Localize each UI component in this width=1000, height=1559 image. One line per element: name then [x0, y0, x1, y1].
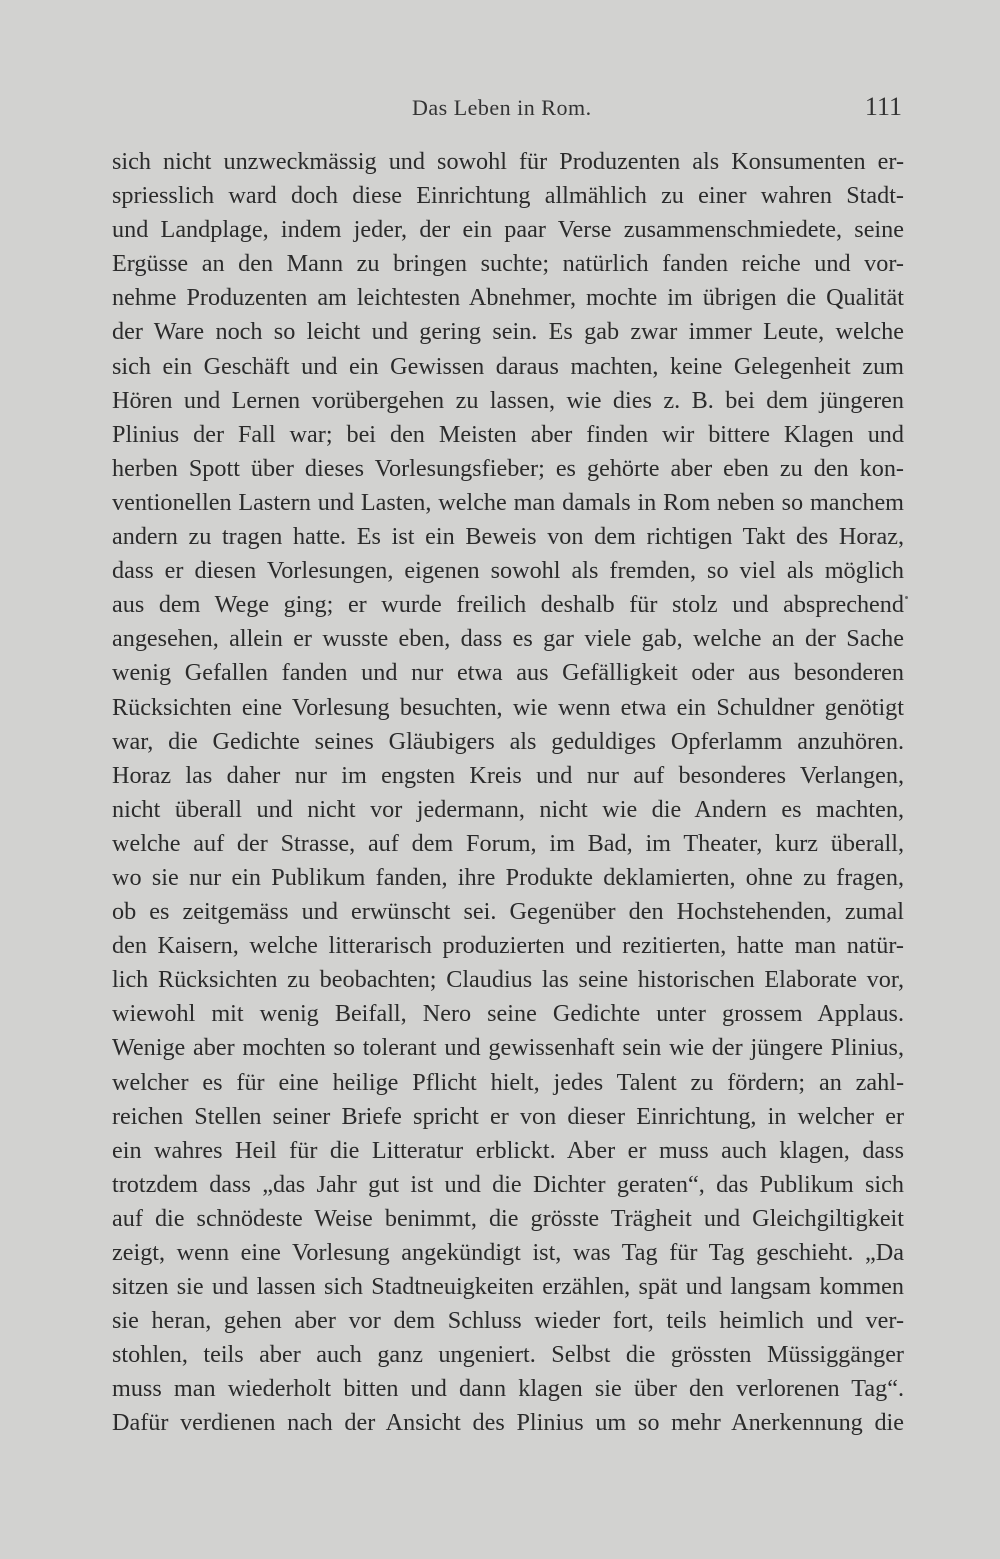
text-line: sie heran, gehen aber vor dem Schluss wieder fort, teils heimlich und ver-: [112, 1307, 904, 1335]
text-line: aus dem Wege ging; er wurde freilich deshalb für stolz und absprechend: [112, 591, 904, 619]
text-line: Wenige aber mochten so tolerant und gewissenhaft sein wie der jüngere Plinius,: [112, 1034, 904, 1062]
text-line: andern zu tragen hatte. Es ist ein Beweis von dem richtigen Takt des Horaz,: [112, 523, 904, 551]
text-line: den Kaisern, welche litterarisch produzierten und rezitierten, hatte man natür-: [112, 932, 904, 960]
running-head: Das Leben in Rom.: [412, 95, 592, 120]
text-line: sich nicht unzweckmässig und sowohl für Produzenten als Konsumenten er-: [112, 148, 904, 175]
text-line: stohlen, teils aber auch ganz ungeniert. Selbst die grössten Müssiggänger: [112, 1341, 904, 1369]
text-line: wiewohl mit wenig Beifall, Nero seine Gedichte unter grossem Applaus.: [112, 1000, 904, 1028]
text-line: ventionellen Lastern und Lasten, welche man damals in Rom neben so manchem: [112, 488, 904, 516]
ink-speck: [905, 596, 908, 599]
text-line: ob es zeitgemäss und erwünscht sei. Gegenüber den Hochstehenden, zumal: [112, 898, 904, 926]
body-text: [112, 145, 904, 1441]
text-line: welche auf der Strasse, auf dem Forum, im Bad, im Theater, kurz überall,: [112, 829, 904, 857]
text-line: dass er diesen Vorlesungen, eigenen sowohl als fremden, so viel als möglich: [112, 557, 904, 585]
text-line: nicht überall und nicht vor jedermann, nicht wie die Andern es machten,: [112, 795, 904, 823]
page-header: [112, 92, 902, 125]
text-line: wo sie nur ein Publikum fanden, ihre Produkte deklamierten, ohne zu fragen,: [112, 863, 904, 891]
text-line: muss man wiederholt bitten und dann klagen sie über den verlorenen Tag“.: [112, 1375, 904, 1403]
text-line: angesehen, allein er wusste eben, dass es gar viele gab, welche an der Sache: [112, 625, 904, 653]
text-line: nehme Produzenten am leichtesten Abnehmer, mochte im übrigen die Qualität: [112, 284, 904, 312]
text-line: spriesslich ward doch diese Einrichtung allmählich zu einer wahren Stadt-: [112, 182, 904, 210]
text-line: welcher es für eine heilige Pflicht hielt, jedes Talent zu fördern; an zahl-: [112, 1068, 904, 1096]
text-line: auf die schnödeste Weise benimmt, die grösste Trägheit und Gleichgiltigkeit: [112, 1204, 904, 1232]
text-line: Horaz las daher nur im engsten Kreis und nur auf besonderes Verlangen,: [112, 761, 904, 789]
text-line: Plinius der Fall war; bei den Meisten aber finden wir bittere Klagen und: [112, 420, 904, 448]
text-line: Dafür verdienen nach der Ansicht des Plinius um so mehr Anerkennung die: [112, 1409, 904, 1437]
text-line: sitzen sie und lassen sich Stadtneuigkeiten erzählen, spät und langsam kommen: [112, 1273, 904, 1301]
text-line: herben Spott über dieses Vorlesungsfieber; es gehörte aber eben zu den kon-: [112, 454, 904, 482]
text-line: war, die Gedichte seines Gläubigers als geduldiges Opferlamm anzuhören.: [112, 727, 904, 755]
text-line: Hören und Lernen vorübergehen zu lassen, wie dies z. B. bei dem jüngeren: [112, 386, 904, 414]
text-line: ein wahres Heil für die Litteratur erblickt. Aber er muss auch klagen, dass: [112, 1136, 904, 1164]
text-line: Rücksichten eine Vorlesung besuchten, wie wenn etwa ein Schuldner genötigt: [112, 693, 904, 721]
page-number: 111: [864, 92, 902, 121]
text-line: trotzdem dass „das Jahr gut ist und die Dichter geraten“, das Publikum sich: [112, 1170, 904, 1198]
text-line: Ergüsse an den Mann zu bringen suchte; natürlich fanden reiche und vor-: [112, 250, 904, 278]
text-line: sich ein Geschäft und ein Gewissen daraus machten, keine Gelegenheit zum: [112, 352, 904, 380]
text-line: wenig Gefallen fanden und nur etwa aus Gefälligkeit oder aus besonderen: [112, 659, 904, 687]
text-line: lich Rücksichten zu beobachten; Claudius las seine historischen Elaborate vor,: [112, 966, 904, 994]
text-line: zeigt, wenn eine Vorlesung angekündigt ist, was Tag für Tag geschieht. „Da: [112, 1239, 904, 1266]
text-line: und Landplage, indem jeder, der ein paar Verse zusammenschmiedete, seine: [112, 216, 904, 244]
text-line: der Ware noch so leicht und gering sein. Es gab zwar immer Leute, welche: [112, 318, 904, 346]
text-line: reichen Stellen seiner Briefe spricht er von dieser Einrichtung, in welcher er: [112, 1102, 904, 1130]
